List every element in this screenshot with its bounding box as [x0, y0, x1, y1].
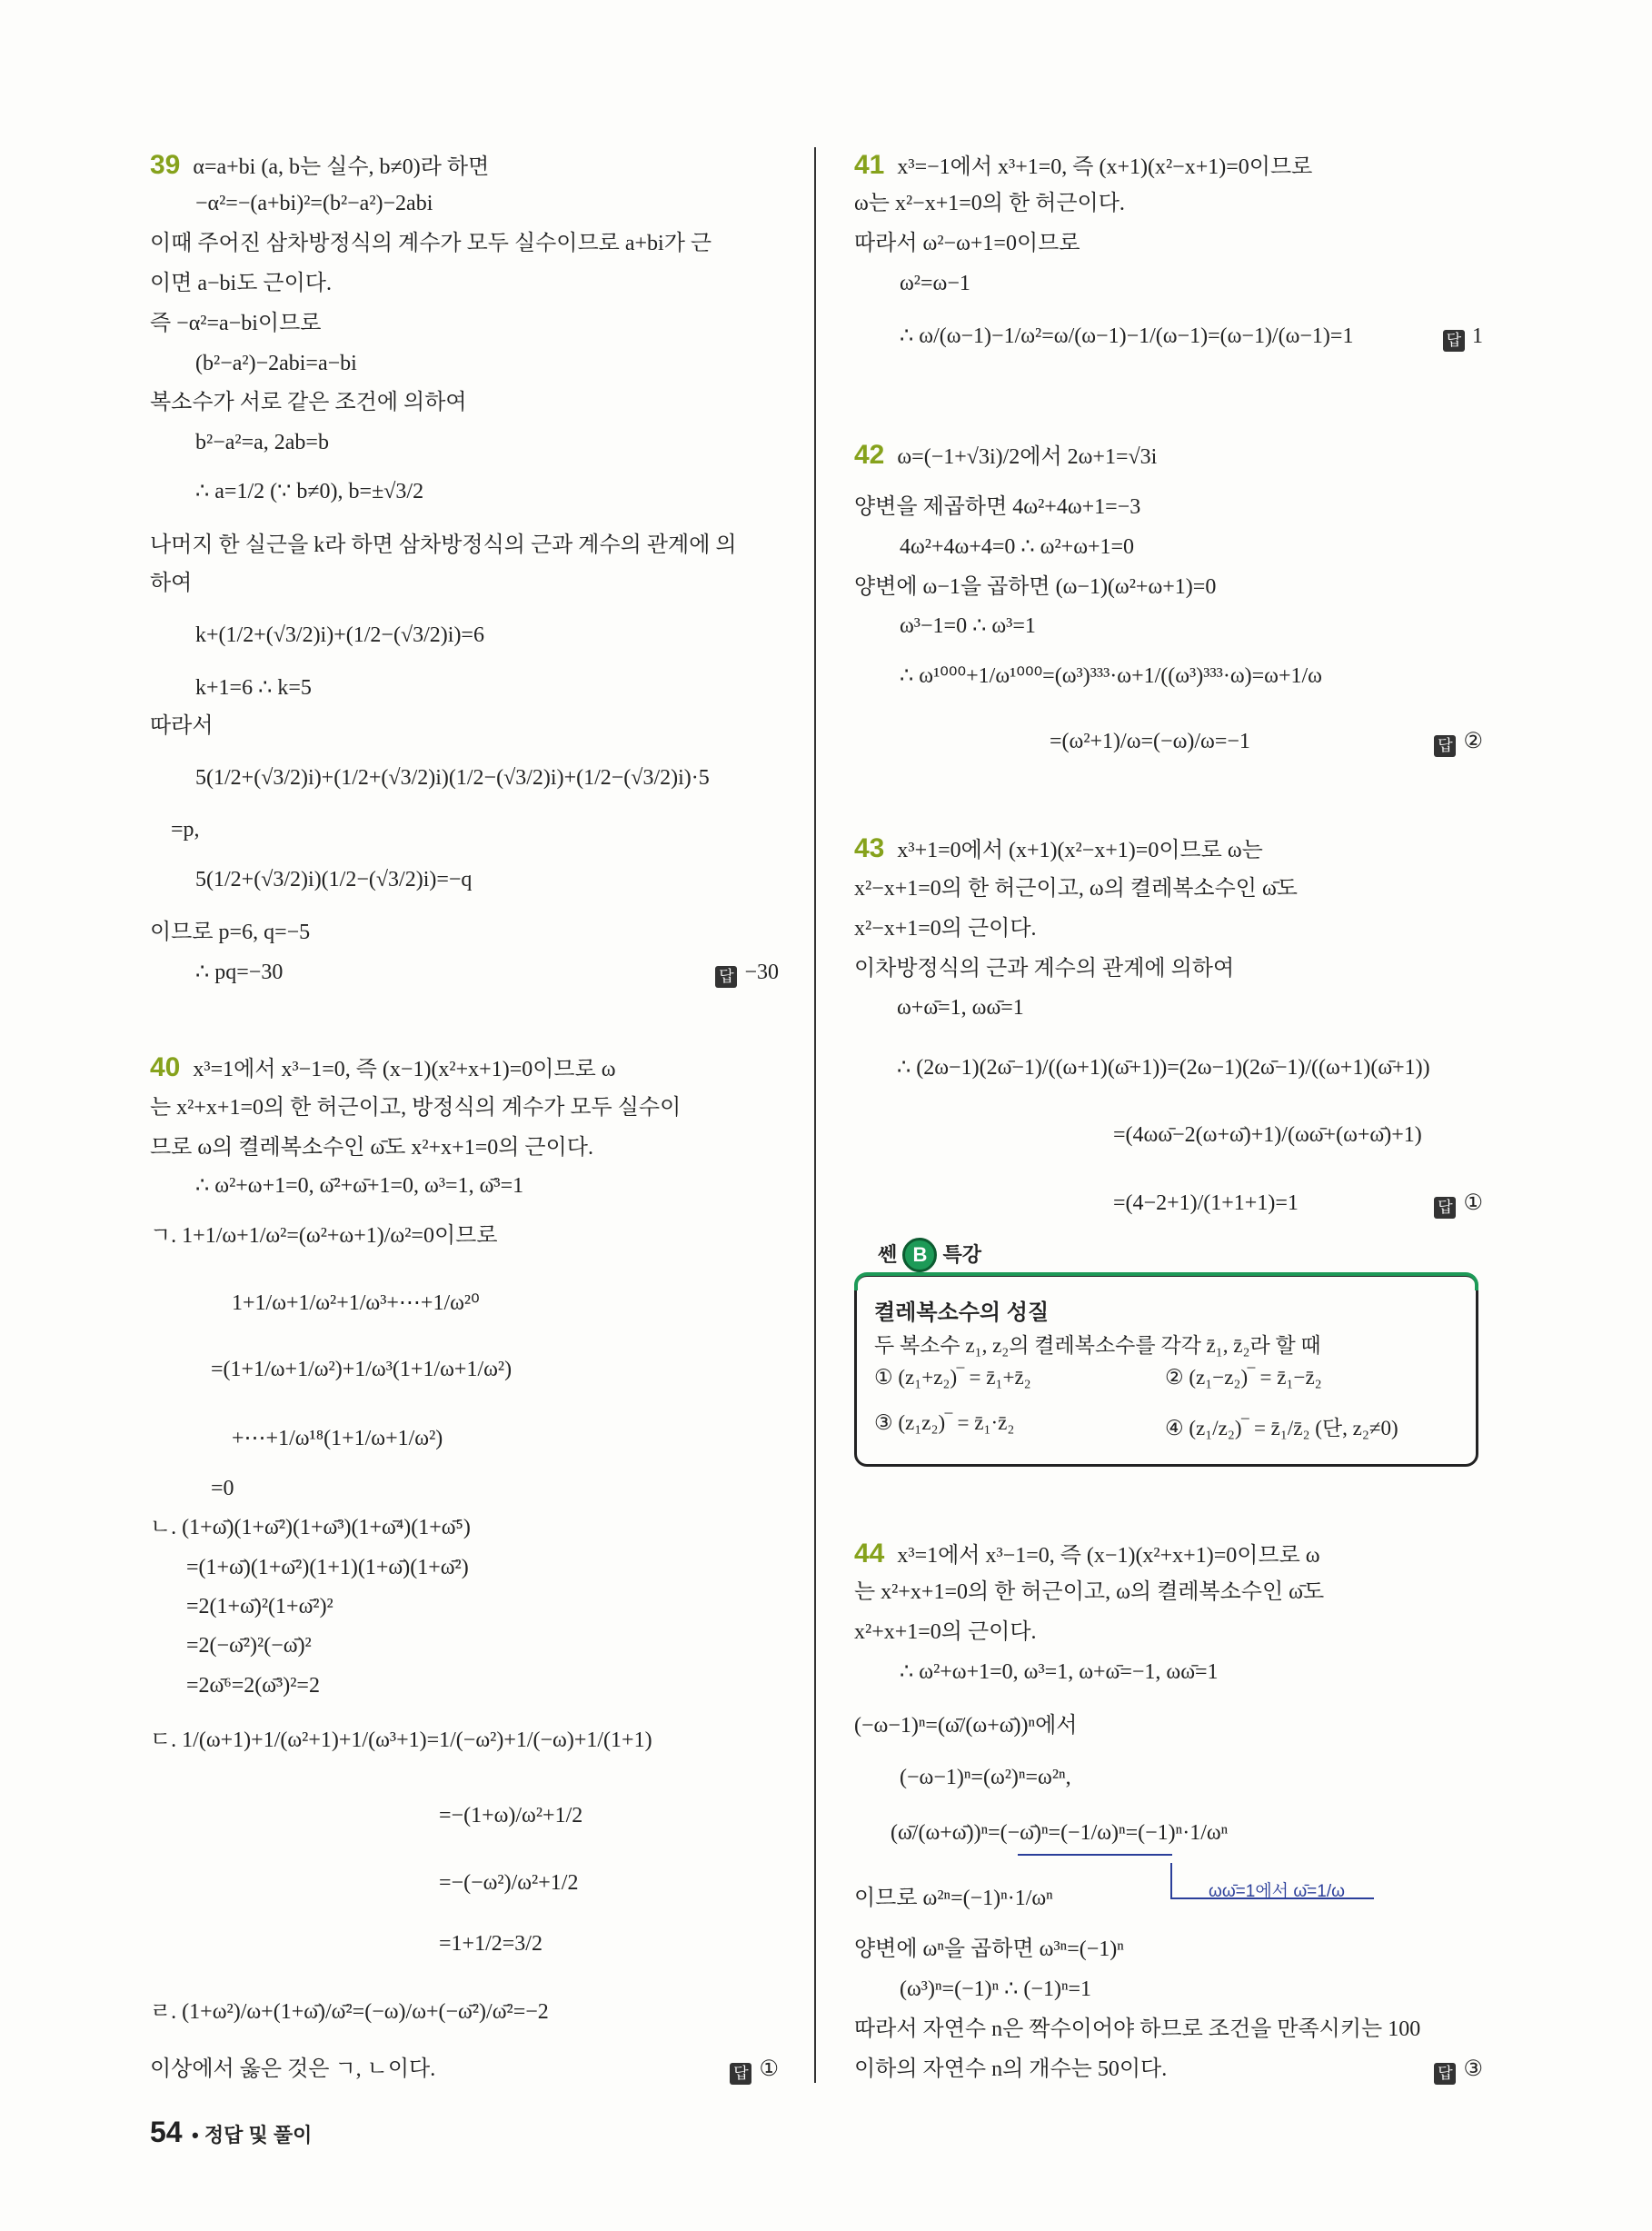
solution-line [232, 1288, 480, 1319]
answer-badge [1434, 2054, 1483, 2085]
line-text: k+1=6 ∴ k=5 [195, 676, 312, 700]
solution-line [150, 530, 737, 561]
solution-line [897, 1052, 1430, 1083]
solution-line [1113, 1120, 1422, 1150]
line-text: 양변에 ωⁿ을 곱하면 ω³ⁿ=(−1)ⁿ [854, 1937, 1124, 1961]
solution-line [439, 1800, 582, 1831]
line-text: ㄱ. 1+1/ω+1/ω²=(ω²+ω+1)/ω²=0이므로 [150, 1224, 498, 1248]
solution-line [186, 1630, 312, 1661]
solution-line [439, 1867, 578, 1898]
solution-line [195, 1170, 523, 1201]
solution-line [195, 957, 283, 988]
solution-line [150, 568, 192, 599]
line-text: 양변에 ω−1을 곱하면 (ω−1)(ω²+ω+1)=0 [854, 575, 1217, 599]
line-text: 1+1/ω+1/ω²+1/ω³+⋯+1/ω²⁰ [232, 1291, 480, 1315]
solution-line [897, 992, 1024, 1023]
solution-line [900, 661, 1322, 692]
solution-line [150, 228, 712, 259]
line-text: 4ω²+4ω+4=0 ∴ ω²+ω+1=0 [900, 535, 1135, 559]
line-text: x²−x+1=0의 한 허근이고, ω의 켤레복소수인 ω̄도 [854, 877, 1298, 901]
line-text: =p, [171, 818, 200, 842]
solution-line [900, 321, 1353, 352]
line-text: ω+ω̄=1, ωω̄=1 [897, 996, 1024, 1020]
problem-number: 41 [854, 150, 885, 180]
solution-line [150, 308, 321, 339]
page-footer [150, 2116, 312, 2149]
problem-44-header [854, 1539, 1320, 1569]
solution-line [900, 268, 970, 299]
line-text: ∴ a=1/2 (∵ b≠0), b=±√3/2 [195, 480, 424, 503]
line-text: (b²−a²)−2abi=a−bi [195, 352, 357, 375]
line-text: 5(1/2+(√3/2)i)(1/2−(√3/2)i)=−q [195, 868, 473, 891]
solution-line [195, 620, 484, 651]
answer-value: −30 [744, 961, 779, 984]
line-text: ㄷ. 1/(ω+1)+1/(ω²+1)+1/(ω³+1)=1/(−ω²)+1/(−ω)+1/(1+1) [150, 1728, 652, 1752]
solution-line [854, 1577, 1324, 1608]
line-text: =−(1+ω)/ω²+1/2 [439, 1804, 583, 1828]
line-text: ㄴ. (1+ω̄)(1+ω̄²)(1+ω̄³)(1+ω̄⁴)(1+ω̄⁵) [150, 1516, 471, 1539]
line-text: =(4ωω̄−2(ω+ω̄)+1)/(ωω̄+(ω+ω̄)+1) [1113, 1123, 1422, 1147]
line-text: ∴ ω²+ω+1=0, ω̄²+ω̄+1=0, ω³=1, ω̄³=1 [195, 1174, 524, 1198]
problem-number: 39 [150, 150, 181, 180]
solution-line [150, 1092, 681, 1123]
answer-badge [1434, 726, 1483, 757]
answer-mark-icon: 답 [1434, 1197, 1456, 1219]
logo-badge: B [902, 1238, 937, 1272]
problem-number: 43 [854, 833, 885, 863]
answer-mark-icon: 답 [1434, 735, 1456, 757]
solution-line [195, 188, 433, 219]
solution-line [854, 913, 1037, 944]
solution-line [891, 1818, 1228, 1848]
answer-mark-icon: 답 [1434, 2063, 1456, 2085]
line-text: 하여 [150, 572, 193, 595]
line-text: 이상에서 옳은 것은 ㄱ, ㄴ이다. [150, 2057, 436, 2081]
line-text: ω=(−1+√3i)/2에서 2ω+1=√3i [897, 445, 1158, 469]
line-text: =−(−ω²)/ω²+1/2 [439, 1871, 579, 1895]
annotation-underline [1018, 1854, 1172, 1856]
solution-line [195, 864, 472, 895]
line-text: 이차방정식의 근과 계수의 관계에 의하여 [854, 957, 1235, 981]
tip-box-accent [854, 1272, 1478, 1290]
solution-line [854, 1934, 1124, 1965]
solution-line [195, 672, 312, 703]
line-text: 이때 주어진 삼차방정식의 계수가 모두 실수이므로 a+bi가 근 [150, 232, 712, 255]
solution-line [186, 1670, 320, 1701]
problem-number: 44 [854, 1539, 885, 1569]
column-divider [814, 147, 816, 2083]
tip-box-item: ② (z₁−z₂)‾ = z̄₁−z̄₂ [1165, 1366, 1322, 1389]
solution-line [854, 1617, 1037, 1648]
footer-label: • 정답 및 풀이 [192, 2124, 313, 2146]
line-text: =(1+1/ω+1/ω²)+1/ω³(1+1/ω+1/ω²) [211, 1358, 513, 1381]
solution-line [854, 953, 1234, 984]
line-text: =0 [211, 1477, 234, 1500]
solution-line [211, 1354, 512, 1385]
line-text: 이므로 p=6, q=−5 [150, 921, 311, 944]
answer-value: 1 [1472, 324, 1483, 348]
line-text: ∴ ω¹⁰⁰⁰+1/ω¹⁰⁰⁰=(ω³)³³³·ω+1/((ω³)³³³·ω)=ω+1/ω [900, 664, 1322, 688]
problem-43-header [854, 833, 1263, 864]
answer-value: ③ [1463, 2057, 1483, 2081]
line-text: (−ω−1)ⁿ=(ω²)ⁿ=ω²ⁿ, [900, 1766, 1071, 1789]
line-text: (−ω−1)ⁿ=(ω̄/(ω+ω̄))ⁿ에서 [854, 1714, 1078, 1738]
answer-badge [1443, 321, 1483, 352]
line-text: k+(1/2+(√3/2)i)+(1/2−(√3/2)i)=6 [195, 623, 484, 647]
tip-box-item: ③ (z₁z₂)‾ = z̄₁·z̄₂ [874, 1411, 1015, 1434]
line-text: x³+1=0에서 (x+1)(x²−x+1)=0이므로 ω는 [897, 839, 1263, 862]
problem-40-header [150, 1052, 616, 1083]
line-text: (ω³)ⁿ=(−1)ⁿ ∴ (−1)ⁿ=1 [900, 1977, 1092, 2001]
solution-line [900, 1762, 1071, 1793]
line-text: 양변을 제곱하면 4ω²+4ω+1=−3 [854, 495, 1141, 519]
logo-text-right: 특강 [942, 1243, 982, 1266]
line-text: ∴ pq=−30 [195, 961, 284, 984]
line-text: 따라서 ω²−ω+1=0이므로 [854, 232, 1080, 255]
line-text: 나머지 한 실근을 k라 하면 삼차방정식의 근과 계수의 관계에 의 [150, 533, 737, 557]
line-text: x²+x+1=0의 근이다. [854, 1620, 1037, 1644]
answer-badge [715, 957, 779, 988]
line-text: 므로 ω의 켤레복소수인 ω̄도 x²+x+1=0의 근이다. [150, 1136, 593, 1160]
line-text: ∴ (2ω−1)(2ω̄−1)/((ω+1)(ω̄+1))=(2ω−1)(2ω̄−1)/((ω+1)(ω̄+1)) [897, 1056, 1430, 1080]
solution-line [900, 1657, 1219, 1688]
line-text: 5(1/2+(√3/2)i)+(1/2+(√3/2)i)(1/2−(√3/2)i)+(1/2−(√3/2)i)·5 [195, 766, 710, 790]
answer-badge [730, 2054, 779, 2085]
line-text: x²−x+1=0의 근이다. [854, 917, 1037, 941]
line-text: =(1+ω̄)(1+ω̄²)(1+1)(1+ω̄)(1+ω̄²) [186, 1556, 469, 1579]
problem-39-header [150, 150, 489, 181]
line-text: (ω̄/(ω+ω̄))ⁿ=(−ω̄)ⁿ=(−1/ω)ⁿ=(−1)ⁿ·1/ωⁿ [891, 1821, 1229, 1845]
solution-line [195, 476, 423, 507]
line-text: x³=1에서 x³−1=0, 즉 (x−1)(x²+x+1)=0이므로 ω [897, 1544, 1320, 1568]
solution-line [232, 1423, 443, 1454]
answer-mark-icon: 답 [730, 2063, 751, 2085]
solution-line [1050, 726, 1250, 757]
solution-line [900, 611, 1036, 642]
line-text: ∴ ω²+ω+1=0, ω³=1, ω+ω̄=−1, ωω̄=1 [900, 1660, 1219, 1684]
ssen-b-special-logo [878, 1238, 981, 1272]
line-text: =1+1/2=3/2 [439, 1932, 542, 1956]
solution-line [150, 1132, 593, 1163]
answer-badge [1434, 1188, 1483, 1219]
line-text: ㄹ. (1+ω²)/ω+(1+ω̄)/ω̄²=(−ω)/ω+(−ω̄²)/ω̄²=−2 [150, 2000, 549, 2024]
answer-value: ① [1463, 1191, 1483, 1215]
line-text: 즉 −α²=a−bi이므로 [150, 312, 322, 335]
solution-line [150, 1997, 549, 2027]
line-text: =(ω²+1)/ω=(−ω)/ω=−1 [1050, 730, 1250, 753]
problem-number: 40 [150, 1052, 181, 1082]
solution-line [150, 1725, 652, 1756]
line-text: =2(−ω̄²)²(−ω̄)² [186, 1634, 312, 1658]
line-text: ω는 x²−x+1=0의 한 허근이다. [854, 192, 1125, 215]
solution-line [150, 387, 467, 418]
solution-line [211, 1473, 234, 1504]
line-text: 이면 a−bi도 근이다. [150, 272, 332, 295]
line-text: −α²=−(a+bi)²=(b²−a²)−2abi [195, 192, 433, 215]
line-text: 따라서 [150, 714, 214, 738]
line-text: 는 x²+x+1=0의 한 허근이고, ω의 켤레복소수인 ω̄도 [854, 1580, 1325, 1604]
line-text: 는 x²+x+1=0의 한 허근이고, 방정식의 계수가 모두 실수이 [150, 1096, 682, 1120]
solution-line [195, 348, 357, 379]
solution-line [854, 228, 1080, 259]
solution-line [150, 268, 332, 299]
line-text: 이하의 자연수 n의 개수는 50이다. [854, 2057, 1168, 2081]
solution-line [195, 427, 329, 458]
solution-line [195, 762, 710, 793]
tip-box-intro: 두 복소수 z₁, z₂의 켤레복소수를 각각 z̄₁, z̄₂라 할 때 [874, 1334, 1321, 1357]
solution-line [150, 1512, 471, 1543]
logo-text-left: 쎈 [878, 1243, 898, 1266]
page-number: 54 [150, 2116, 183, 2148]
line-text: +⋯+1/ω¹⁸(1+1/ω+1/ω²) [232, 1427, 443, 1450]
solution-line [186, 1591, 333, 1622]
tip-box-item: ① (z₁+z₂)‾ = z̄₁+z̄₂ [874, 1366, 1031, 1389]
line-text: =2(1+ω̄)²(1+ω̄²)² [186, 1595, 333, 1618]
solution-line [900, 532, 1134, 563]
solution-line [854, 2054, 1167, 2085]
solution-line [150, 711, 214, 742]
solution-line [854, 572, 1216, 603]
tip-box-item: ④ (z₁/z₂)‾ = z̄₁/z̄₂ (단, z₂≠0) [1165, 1417, 1398, 1439]
solution-line [854, 492, 1140, 523]
solution-line [171, 814, 200, 845]
answer-value: ① [759, 2057, 779, 2081]
line-text: 이므로 ω²ⁿ=(−1)ⁿ·1/ωⁿ [854, 1887, 1053, 1910]
tip-box-title: 켤레복소수의 성질 [874, 1300, 1050, 1325]
problem-41-header [854, 150, 1312, 181]
solution-line [854, 1883, 1053, 1914]
solution-line [854, 873, 1298, 904]
line-text: 따라서 자연수 n은 짝수이어야 하므로 조건을 만족시키는 100 [854, 2017, 1421, 2041]
line-text: ω³−1=0 ∴ ω³=1 [900, 614, 1036, 638]
line-text: =2ω̄⁶=2(ω̄³)²=2 [186, 1674, 320, 1698]
solution-line [150, 1220, 498, 1251]
solution-line [854, 188, 1125, 219]
solution-line [150, 2054, 435, 2085]
solution-line [854, 2014, 1420, 2045]
solution-line [186, 1552, 469, 1583]
solution-line [1113, 1188, 1299, 1219]
problem-42-header [854, 440, 1157, 471]
solution-line [854, 1710, 1077, 1741]
line-text: =(4−2+1)/(1+1+1)=1 [1113, 1191, 1299, 1215]
line-text: α=a+bi (a, b는 실수, b≠0)라 하면 [193, 155, 490, 179]
answer-value: ② [1463, 730, 1483, 753]
annotation-note: ωω̄=1에서 ω̄=1/ω [1209, 1882, 1345, 1901]
line-text: x³=−1에서 x³+1=0, 즉 (x+1)(x²−x+1)=0이므로 [897, 155, 1313, 179]
solution-line [439, 1928, 542, 1959]
line-text: ω²=ω−1 [900, 272, 970, 295]
solution-line [900, 1974, 1091, 2005]
line-text: ∴ ω/(ω−1)−1/ω²=ω/(ω−1)−1/(ω−1)=(ω−1)/(ω−1)=1 [900, 324, 1354, 348]
problem-number: 42 [854, 440, 885, 470]
solution-line [150, 917, 310, 948]
line-text: 복소수가 서로 같은 조건에 의하여 [150, 391, 467, 414]
answer-mark-icon: 답 [1443, 330, 1465, 352]
answer-mark-icon: 답 [715, 966, 737, 988]
line-text: b²−a²=a, 2ab=b [195, 431, 329, 454]
line-text: x³=1에서 x³−1=0, 즉 (x−1)(x²+x+1)=0이므로 ω [193, 1058, 616, 1081]
